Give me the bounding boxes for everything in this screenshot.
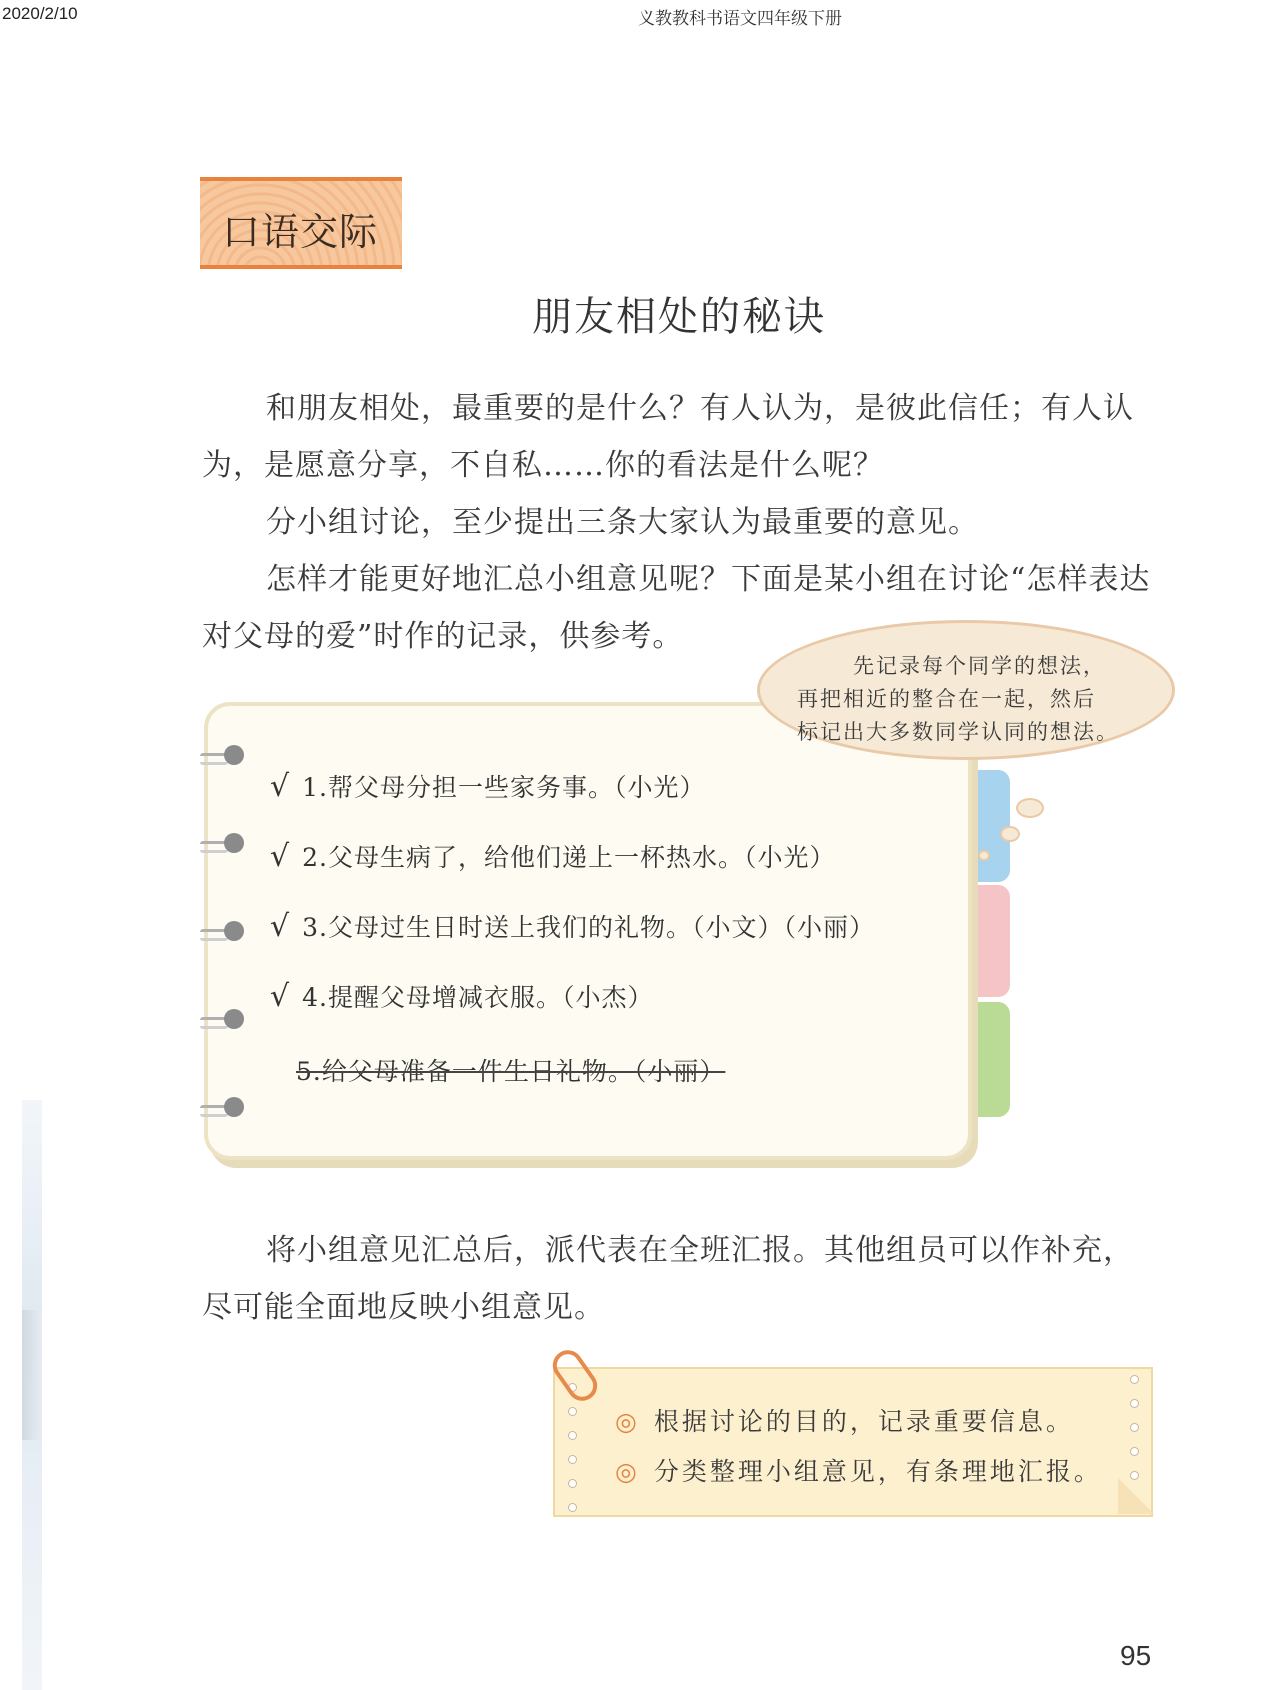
tips-card-holes-right: [1130, 1375, 1140, 1495]
note-item-struck: 5.给父母准备一件生日礼物。（小丽）: [296, 1057, 726, 1086]
check-mark-icon: √: [270, 769, 291, 804]
note-item-text: 3.父母过生日时送上我们的礼物。（小文）（小丽）: [302, 913, 875, 942]
note-item: [270, 908, 875, 944]
binder-ring: [200, 926, 246, 938]
tips-card-holes-left: [568, 1383, 578, 1527]
check-mark-icon: √: [270, 979, 291, 1014]
binder-ring: [200, 838, 246, 850]
bubble-line: 先记录每个同学的想法，: [853, 654, 1106, 678]
bubble-dot: [978, 850, 990, 861]
binder-ring: [200, 1014, 246, 1026]
tip-item-text: 分类整理小组意见，有条理地汇报。: [653, 1457, 1102, 1486]
bubble-text: [797, 650, 1157, 749]
notebook-tab-pink: [968, 885, 1010, 997]
paragraph-2: [202, 494, 1152, 551]
bubble-dot: [1016, 798, 1044, 818]
paragraph-2-text: 分小组讨论，至少提出三条大家认为最重要的意见。: [266, 505, 979, 540]
bullet-icon: ◎: [615, 1407, 640, 1436]
note-item: [270, 838, 835, 874]
header-doc-title: 义教教科书语文四年级下册: [638, 9, 842, 29]
bubble-line: 再把相近的整合在一起，然后: [797, 687, 1096, 711]
note-item: [270, 978, 653, 1014]
tip-item: [615, 1452, 1102, 1488]
tip-item: [615, 1402, 1074, 1438]
note-item-text: 2.父母生病了，给他们递上一杯热水。（小光）: [302, 843, 836, 872]
bubble-dot: [1000, 826, 1020, 842]
header-date: 2020/2/10: [2, 4, 78, 23]
closing-paragraph: [202, 1222, 1152, 1336]
notebook-tab-blue: [968, 770, 1010, 882]
note-item-text: 1.帮父母分担一些家务事。（小光）: [302, 773, 706, 802]
paragraph-3-text: 怎样才能更好地汇总小组意见呢？下面是某小组在讨论“怎样表达对父母的爱”时作的记录，供参考。: [202, 562, 1151, 654]
left-decoration-shade: [22, 1310, 42, 1440]
paragraph-1-text: 和朋友相处，最重要的是什么？有人认为，是彼此信任；有人认为，是愿意分享，不自私……你的看法是什么呢？: [202, 391, 1134, 483]
section-tag: [200, 177, 402, 269]
tip-item-text: 根据讨论的目的，记录重要信息。: [653, 1407, 1074, 1436]
note-item-text: 4.提醒父母增减衣服。（小杰）: [302, 983, 654, 1012]
lesson-title: 朋友相处的秘诀: [532, 294, 826, 340]
paragraph-1: [202, 380, 1152, 494]
notebook-tab-green: [968, 1002, 1010, 1117]
bullet-icon: ◎: [615, 1457, 640, 1486]
binder-ring: [200, 750, 246, 762]
note-item: [270, 768, 705, 804]
binder-ring: [200, 1102, 246, 1114]
section-tag-label: 口语交际: [222, 210, 379, 254]
bubble-line: 标记出大多数同学认同的想法。: [797, 720, 1119, 744]
page-number: 95: [1120, 1640, 1152, 1671]
tips-card: [553, 1367, 1153, 1517]
check-mark-icon: √: [270, 909, 291, 944]
check-mark-icon: √: [270, 839, 291, 874]
closing-paragraph-text: 将小组意见汇总后，派代表在全班汇报。其他组员可以作补充，尽可能全面地反映小组意见。: [202, 1233, 1134, 1325]
